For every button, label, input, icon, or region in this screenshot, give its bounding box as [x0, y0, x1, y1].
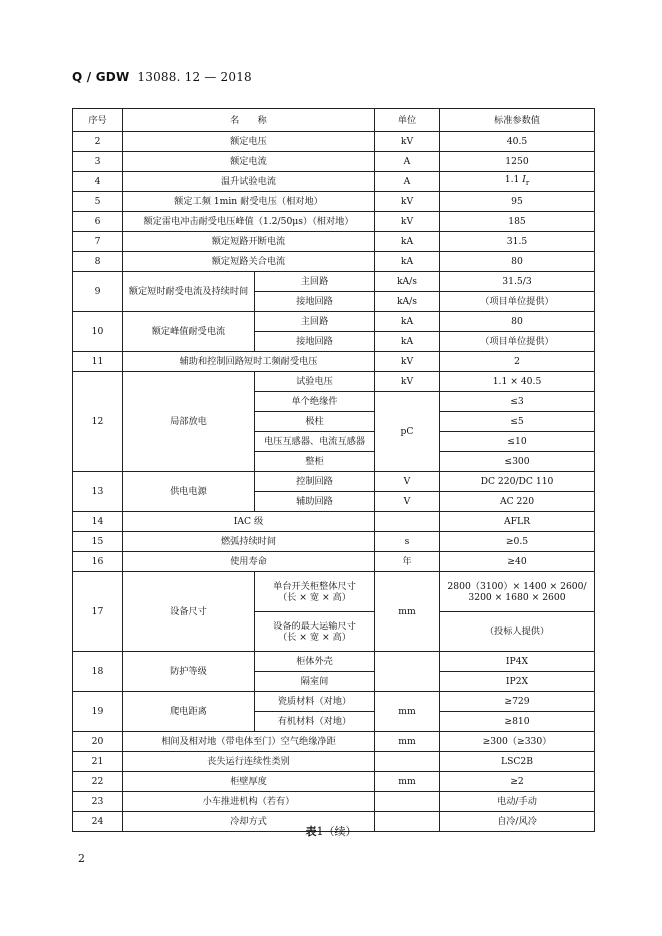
row-value: 185	[440, 212, 595, 232]
row-value: 自冷/风冷	[440, 812, 595, 832]
row-name: IAC 级	[123, 512, 375, 532]
row-name: 额定电流	[123, 152, 375, 172]
table-row	[73, 192, 595, 212]
table-row	[73, 572, 595, 612]
row-name: 相间及相对地（带电体至门）空气绝缘净距	[123, 732, 375, 752]
standard-number: 13088. 12 — 2018	[137, 70, 252, 84]
col-header: 序号	[73, 109, 123, 132]
row-value: ≤300	[440, 452, 595, 472]
row-name: 温升试验电流	[123, 172, 375, 192]
parameter-table	[72, 108, 595, 832]
row-unit	[375, 652, 440, 692]
table-row	[73, 152, 595, 172]
row-value: ≤3	[440, 392, 595, 412]
row-name: 丧失运行连续性类别	[123, 752, 375, 772]
row-value: ≥729	[440, 692, 595, 712]
row-value: ≥40	[440, 552, 595, 572]
sub-item-name: 接地回路	[255, 292, 375, 312]
table-row	[73, 532, 595, 552]
sub-item-name: 辅助回路	[255, 492, 375, 512]
row-value: IP2X	[440, 672, 595, 692]
table-row	[73, 652, 595, 672]
col-header: 名 称	[123, 109, 375, 132]
row-unit: mm	[375, 772, 440, 792]
sub-item-name: 单台开关柜整体尺寸 （长 × 宽 × 高）	[255, 572, 375, 612]
row-unit: A	[375, 152, 440, 172]
row-unit: mm	[375, 692, 440, 732]
row-unit: mm	[375, 732, 440, 752]
sub-item-name: 柜体外壳	[255, 652, 375, 672]
table-row	[73, 272, 595, 292]
row-name: 使用寿命	[123, 552, 375, 572]
sub-item-name: 整柜	[255, 452, 375, 472]
row-number: 11	[73, 352, 123, 372]
row-value: 1.1 × 40.5	[440, 372, 595, 392]
row-value: LSC2B	[440, 752, 595, 772]
row-unit	[375, 792, 440, 812]
row-name: 额定短时耐受电流及持续时间	[123, 272, 255, 312]
row-value: 80	[440, 252, 595, 272]
row-unit: kA	[375, 252, 440, 272]
table-row	[73, 172, 595, 192]
row-value: ≥0.5	[440, 532, 595, 552]
row-value: DC 220/DC 110	[440, 472, 595, 492]
table-row	[73, 732, 595, 752]
row-number: 5	[73, 192, 123, 212]
row-number: 24	[73, 812, 123, 832]
row-value: 40.5	[440, 132, 595, 152]
col-header: 标准参数值	[440, 109, 595, 132]
row-name: 额定短路关合电流	[123, 252, 375, 272]
row-number: 3	[73, 152, 123, 172]
row-name: 柜壁厚度	[123, 772, 375, 792]
page-number: 2	[78, 852, 85, 865]
row-value: 2	[440, 352, 595, 372]
row-name: 额定电压	[123, 132, 375, 152]
row-number: 17	[73, 572, 123, 652]
row-number: 10	[73, 312, 123, 352]
row-name: 冷却方式	[123, 812, 375, 832]
row-unit: kV	[375, 372, 440, 392]
row-value: （投标人提供）	[440, 612, 595, 652]
row-value: 2800（3100）× 1400 × 2600/ 3200 × 1680 × 2600	[440, 572, 595, 612]
row-unit	[375, 752, 440, 772]
table-row	[73, 232, 595, 252]
row-unit: kA	[375, 232, 440, 252]
sub-item-name: 瓷质材料（对地）	[255, 692, 375, 712]
row-number: 6	[73, 212, 123, 232]
row-number: 7	[73, 232, 123, 252]
row-number: 16	[73, 552, 123, 572]
row-unit: V	[375, 472, 440, 492]
sub-item-name: 试验电压	[255, 372, 375, 392]
row-number: 21	[73, 752, 123, 772]
row-value: IP4X	[440, 652, 595, 672]
row-value: ≤10	[440, 432, 595, 452]
row-name: 防护等级	[123, 652, 255, 692]
sub-item-name: 有机材料（对地）	[255, 712, 375, 732]
standard-code: Q / GDW	[72, 70, 130, 84]
sub-item-name: 极柱	[255, 412, 375, 432]
row-name: 额定峰值耐受电流	[123, 312, 255, 352]
row-number: 8	[73, 252, 123, 272]
table-row	[73, 472, 595, 492]
row-name: 辅助和控制回路短时工频耐受电压	[123, 352, 375, 372]
row-number: 18	[73, 652, 123, 692]
row-unit	[375, 512, 440, 532]
row-unit: pC	[375, 392, 440, 472]
row-unit: A	[375, 172, 440, 192]
row-unit: kA/s	[375, 272, 440, 292]
sub-item-name: 电压互感器、电流互感器	[255, 432, 375, 452]
row-value: AC 220	[440, 492, 595, 512]
row-number: 12	[73, 372, 123, 472]
row-name: 小车推进机构（若有）	[123, 792, 375, 812]
row-name: 设备尺寸	[123, 572, 255, 652]
sub-item-name: 接地回路	[255, 332, 375, 352]
sub-item-name: 主回路	[255, 312, 375, 332]
document-header	[72, 70, 252, 84]
row-unit: kV	[375, 212, 440, 232]
sub-item-name: 主回路	[255, 272, 375, 292]
table-row	[73, 512, 595, 532]
table-header-row	[73, 109, 595, 132]
table-row	[73, 692, 595, 712]
row-name: 燃弧持续时间	[123, 532, 375, 552]
row-number: 14	[73, 512, 123, 532]
row-name: 局部放电	[123, 372, 255, 472]
row-unit: mm	[375, 572, 440, 652]
row-number: 23	[73, 792, 123, 812]
row-value: ≥810	[440, 712, 595, 732]
row-name: 额定雷电冲击耐受电压峰值（1.2/50μs）（相对地）	[123, 212, 375, 232]
row-value: ≥2	[440, 772, 595, 792]
row-number: 9	[73, 272, 123, 312]
row-value: AFLR	[440, 512, 595, 532]
row-value: 1.1 $I_r$	[440, 172, 595, 192]
row-unit: kV	[375, 192, 440, 212]
sub-item-name: 控制回路	[255, 472, 375, 492]
row-number: 2	[73, 132, 123, 152]
row-name: 供电电源	[123, 472, 255, 512]
row-value: 1250	[440, 152, 595, 172]
row-value: ≤5	[440, 412, 595, 432]
row-number: 4	[73, 172, 123, 192]
sub-item-name: 单个绝缘件	[255, 392, 375, 412]
table-row	[73, 252, 595, 272]
row-number: 13	[73, 472, 123, 512]
table-row	[73, 752, 595, 772]
row-number: 20	[73, 732, 123, 752]
row-unit: kV	[375, 352, 440, 372]
row-name: 爬电距离	[123, 692, 255, 732]
table-row	[73, 132, 595, 152]
row-number: 22	[73, 772, 123, 792]
row-unit: V	[375, 492, 440, 512]
row-value: 31.5	[440, 232, 595, 252]
table-row	[73, 372, 595, 392]
table-row	[73, 352, 595, 372]
row-unit: 年	[375, 552, 440, 572]
table-row	[73, 772, 595, 792]
row-unit: kA	[375, 312, 440, 332]
row-value: 31.5/3	[440, 272, 595, 292]
row-value: （项目单位提供）	[440, 292, 595, 312]
sub-item-name: 设备的最大运输尺寸 （长 × 宽 × 高）	[255, 612, 375, 652]
row-number: 19	[73, 692, 123, 732]
row-name: 额定短路开断电流	[123, 232, 375, 252]
col-header: 单位	[375, 109, 440, 132]
row-unit: kA	[375, 332, 440, 352]
table-row	[73, 792, 595, 812]
row-value: （项目单位提供）	[440, 332, 595, 352]
table-caption: 表1（续）	[305, 825, 357, 838]
table-row	[73, 212, 595, 232]
row-value: ≥300（≥330）	[440, 732, 595, 752]
row-unit: kA/s	[375, 292, 440, 312]
table-row	[73, 312, 595, 332]
row-value: 80	[440, 312, 595, 332]
row-unit: s	[375, 532, 440, 552]
table-row	[73, 552, 595, 572]
row-number: 15	[73, 532, 123, 552]
row-unit: kV	[375, 132, 440, 152]
row-name: 额定工频 1min 耐受电压（相对地）	[123, 192, 375, 212]
row-value: 电动/手动	[440, 792, 595, 812]
sub-item-name: 隔室间	[255, 672, 375, 692]
row-value: 95	[440, 192, 595, 212]
